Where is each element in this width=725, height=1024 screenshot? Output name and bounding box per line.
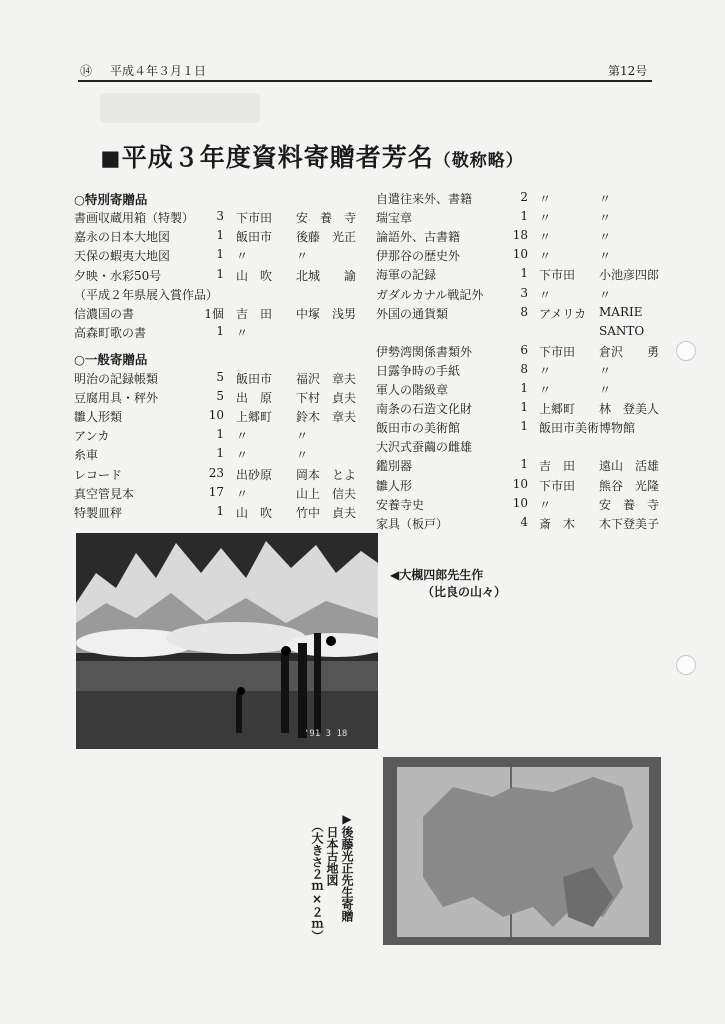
cell-name: 山上 信夫 [296, 486, 357, 501]
binder-hole-bottom [676, 655, 696, 675]
list-item [74, 324, 364, 344]
map-caption-sub: 日本古地図 [325, 826, 339, 886]
cell-place: 〃 [236, 326, 249, 341]
cell-item: 雛人形類 [74, 410, 123, 425]
list-item [376, 457, 660, 477]
cell-item: （平成２年県展入賞作品） [74, 287, 219, 302]
cell-name: 遠山 活雄 [599, 459, 660, 474]
map-caption-size: （大きさ２ｍ×２ｍ） [310, 820, 324, 942]
cell-qty: 1 [216, 503, 224, 518]
cell-qty: 1 [216, 228, 224, 243]
cell-place: 吉 田 [236, 307, 273, 321]
list-item [74, 267, 364, 287]
list-item [376, 438, 654, 458]
cell-place: 出砂原 [236, 467, 273, 482]
cell-place: 斎 木 [539, 516, 576, 531]
list-item [74, 485, 364, 505]
list-item [74, 427, 364, 447]
cell-qty: 1 [216, 446, 224, 461]
cell-name: 〃 [599, 192, 612, 206]
cell-place: 〃 [539, 211, 552, 226]
cell-qty: 8 [520, 304, 528, 319]
cell-name: 〃 [296, 249, 309, 264]
cell-item: 海軍の記録 [376, 268, 437, 283]
cell-place: 山 吹 [236, 505, 273, 520]
cell-item: 自遣往来外、書籍 [376, 192, 473, 206]
cell-name: 下村 貞夫 [296, 391, 357, 406]
list-item [74, 286, 364, 306]
list-item [376, 362, 654, 382]
cell-qty: 1 [520, 209, 528, 224]
cell-qty: 1 [216, 247, 224, 262]
cell-item: 日露争時の手紙 [376, 363, 461, 378]
list-item [376, 305, 654, 325]
cell-item: 鑑別器 [376, 459, 413, 474]
list-item [376, 190, 654, 210]
cell-place: 上郷町 [539, 402, 576, 417]
list-item [376, 514, 660, 535]
list-item [376, 381, 654, 401]
cell-place: 〃 [236, 486, 249, 501]
cell-name: 熊谷 光隆 [599, 478, 660, 493]
cell-qty: 8 [520, 361, 528, 376]
cell-qty: 10 [512, 476, 528, 491]
cell-name: 小池彦四郎 [599, 268, 660, 283]
cell-qty: 10 [208, 408, 224, 423]
cell-name: 安 養 寺 [599, 497, 660, 512]
cell-place: 〃 [539, 230, 552, 245]
list-item [376, 342, 660, 363]
cell-item: 嘉永の日本大地図 [74, 230, 171, 245]
list-item [376, 286, 654, 306]
cell-name: 後藤 光正 [296, 230, 357, 245]
cell-name: 〃 [599, 363, 612, 378]
cell-qty: 10 [512, 247, 528, 262]
list-item [376, 419, 654, 439]
cell-name: 安 養 寺 [296, 211, 357, 225]
cell-qty: 3 [520, 285, 528, 300]
cell-name: 〃 [599, 249, 612, 264]
cell-qty: 18 [512, 228, 528, 243]
cell-name: 北城 諭 [296, 268, 357, 283]
cell-name: MARIE [599, 304, 643, 319]
cell-qty: 1 [520, 419, 528, 434]
cell-qty: 1 [520, 266, 528, 281]
cell-item: 糸車 [74, 448, 99, 463]
cell-item: 天保の蝦夷大地図 [74, 249, 171, 264]
list-item [376, 266, 660, 286]
cell-name: 〃 [296, 448, 309, 463]
list-item [74, 370, 364, 390]
cell-qty: 2 [520, 190, 528, 204]
cell-place: 飯田市美術博物館 [539, 421, 636, 436]
cell-item: 大沢式蚕繭の雌雄 [376, 440, 473, 455]
cell-item: 真空管見本 [74, 486, 135, 501]
list-item [74, 504, 364, 524]
cell-name: 福沢 章夫 [296, 372, 357, 386]
cell-qty: 1 [520, 381, 528, 395]
list-item [74, 466, 364, 486]
cell-qty: 1 [520, 457, 528, 472]
list-item [376, 400, 660, 420]
cell-item: 瑞宝章 [376, 211, 413, 226]
cell-item: 特製皿秤 [74, 505, 123, 520]
cell-item: ガダルカナル戦記外 [376, 287, 484, 302]
cell-qty: 1 [216, 324, 224, 339]
painting-caption: ◀大槻四郎先生作 [390, 568, 484, 582]
cell-qty: 10 [512, 495, 528, 510]
general-heading: ○一般寄贈品 [74, 352, 148, 367]
cell-place: 〃 [236, 448, 249, 463]
volume-number: 第12号 [608, 64, 648, 78]
cell-item: 安養寺史 [376, 497, 425, 512]
cell-qty: 1 [216, 427, 224, 442]
cell-qty: 23 [208, 465, 224, 480]
cell-place: 下市田 [236, 211, 273, 225]
cell-place: 山 吹 [236, 268, 273, 283]
cell-item: 南条の石造文化財 [376, 402, 473, 417]
cell-name: 〃 [599, 230, 612, 245]
cell-item: 伊勢湾関係書類外 [376, 344, 473, 359]
cell-qty: 3 [216, 209, 224, 223]
cell-place: 下市田 [539, 344, 576, 359]
cell-place: アメリカ [539, 306, 587, 321]
cell-place: 下市田 [539, 478, 576, 493]
photo-date-stamp: '91 3 18 [304, 729, 348, 739]
list-item [74, 228, 364, 248]
square-icon: ◼ [100, 143, 122, 172]
cell-item: 信濃国の書 [74, 307, 135, 321]
cell-item: 書画収蔵用箱（特製） [74, 211, 195, 225]
cell-name: 中塚 浅男 [296, 307, 357, 321]
cell-name: 〃 [296, 429, 309, 444]
list-item [74, 408, 364, 428]
cell-item: 高森町歌の書 [74, 326, 147, 341]
cell-item: 飯田市の美術館 [376, 421, 461, 436]
issue-number: ⑭ [80, 64, 93, 78]
cell-place: 飯田市 [236, 372, 273, 386]
cell-name: 林 登美人 [599, 402, 660, 417]
cell-item: 伊那谷の歴史外 [376, 249, 461, 264]
cell-item: 家具（板戸） [376, 516, 449, 531]
cell-place: 〃 [539, 363, 552, 378]
list-item [376, 228, 654, 248]
binder-hole-top [676, 341, 696, 361]
map-caption: ▶後藤光正先生寄贈 [340, 812, 354, 922]
list-item [74, 247, 364, 267]
cell-item: レコード [74, 467, 123, 482]
list-item [74, 446, 364, 466]
painting-caption-sub: （比良の山々） [422, 585, 507, 599]
cell-name: 鈴木 章夫 [296, 410, 357, 425]
list-item [376, 324, 654, 344]
list-item [376, 476, 660, 497]
list-item [376, 247, 654, 267]
cell-item: 雛人形 [376, 478, 413, 493]
cell-name: 岡本 とよ [296, 467, 357, 482]
cell-item: 軍人の階級章 [376, 383, 449, 397]
cell-name: 木下登美子 [599, 516, 660, 531]
cell-place: 〃 [539, 249, 552, 264]
cell-qty: 5 [216, 370, 224, 384]
painting-photo [76, 533, 378, 749]
cell-qty: 6 [520, 342, 528, 357]
cell-item: アンカ [74, 429, 110, 444]
header-rule [78, 80, 652, 82]
cell-name: 竹中 貞夫 [296, 505, 357, 520]
list-item [376, 495, 660, 516]
special-heading: ○特別寄贈品 [74, 192, 148, 207]
cell-name: 〃 [599, 211, 612, 226]
cell-place: 〃 [539, 287, 552, 302]
list-item [74, 389, 364, 409]
cell-name: 〃 [599, 287, 612, 302]
cell-place: 出 原 [236, 391, 273, 406]
cell-qty: 17 [208, 484, 224, 499]
cell-name: SANTO [599, 323, 645, 338]
cell-qty: 4 [520, 514, 528, 529]
cell-place: 〃 [236, 249, 249, 264]
cell-place: 〃 [539, 497, 552, 512]
cell-item: 明治の記録帳類 [74, 372, 159, 386]
cell-item: 論語外、古書籍 [376, 230, 461, 245]
list-item [74, 305, 364, 325]
cell-place: 〃 [539, 383, 552, 397]
cell-name: 倉沢 勇 [599, 344, 660, 359]
cell-place: 吉 田 [539, 459, 576, 474]
cell-item: 夕映・水彩50号 [74, 268, 162, 283]
cell-qty: 1 [520, 400, 528, 415]
cell-qty: 1 [216, 266, 224, 281]
issue-date: 平成４年３月１日 [110, 64, 207, 78]
cell-place: 下市田 [539, 268, 576, 283]
cell-place: 上郷町 [236, 410, 273, 425]
cell-place: 〃 [236, 429, 249, 444]
cell-item: 外国の通貨類 [376, 306, 449, 321]
cell-place: 飯田市 [236, 230, 273, 245]
cell-place: 〃 [539, 192, 552, 206]
page-title: ◼平成３年度資料寄贈者芳名（敬称略） [100, 143, 524, 172]
bleed-through [100, 93, 260, 123]
list-item [376, 209, 654, 229]
list-item [74, 209, 364, 229]
map-photo [383, 757, 661, 945]
cell-item: 豆腐用具・秤外 [74, 391, 159, 406]
cell-name: 〃 [599, 383, 612, 397]
cell-qty: 5 [216, 389, 224, 404]
cell-qty: 1個 [204, 307, 224, 321]
